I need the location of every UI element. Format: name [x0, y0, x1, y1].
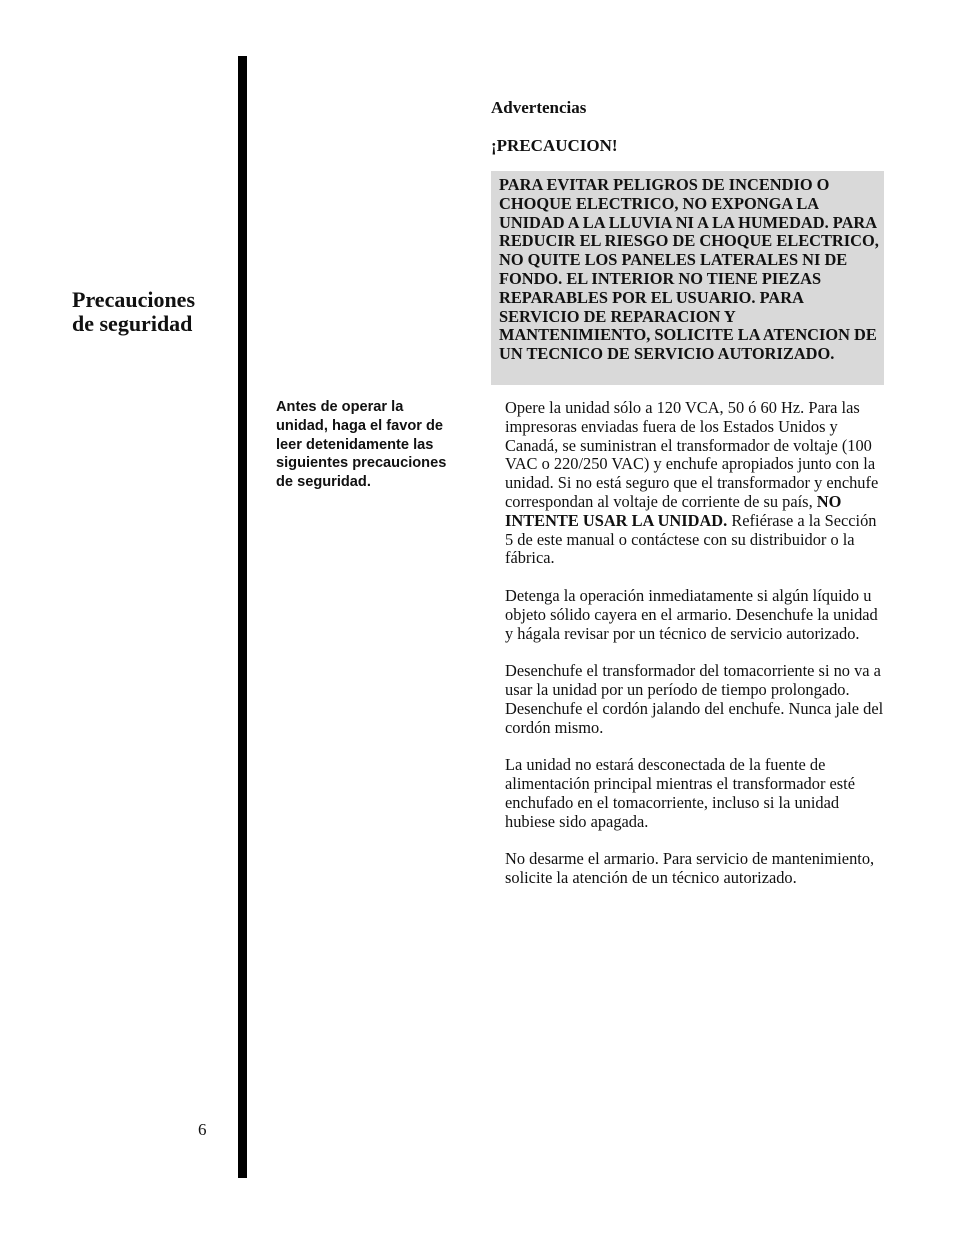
warnings-heading: Advertencias — [491, 98, 587, 117]
paragraph-voltage-end: Refiérase a la Sección 5 de este manual o contáctese con su distribuidor o la fábrica. — [505, 510, 877, 568]
paragraph-cabinet: No desarme el armario. Para servicio de mantenimiento, solicite la atención de un técnico autorizado. — [505, 849, 875, 887]
paragraph-unplug: Desenchufe el transformador del tomacorriente si no va a usar la unidad por un período de tiempo prolongado. Desenchufe el cordón jalando del enchufe. Nunca jale del cordón mismo. — [505, 661, 884, 737]
paragraph-voltage-warning: NO INTENTE USAR LA UNIDAD. — [505, 491, 842, 530]
warning-box: PARA EVITAR PELIGROS DE INCENDIO O CHOQUE ELECTRICO, NO EXPONGA LA UNIDAD A LA LLUVIA NI A LA HUMEDAD. PARA REDUCIR EL RIESGO DE CHOQUE ELECTRICO, NO QUITE LOS PANELES LATERALES NI DE FONDO. EL INTERIOR NO TIENE PIEZAS REPARABLES POR EL USUARIO. PARA SERVICIO DE REPARACION Y MANTENIMIENTO, SOLICITE LA ATENCION DE UN TECNICO DE SERVICIO AUTORIZADO. — [491, 171, 884, 385]
paragraph-voltage — [505, 399, 887, 568]
paragraph-voltage-start: Opere la unidad sólo a 120 VCA, 50 ó 60 Hz. Para las impresoras enviadas fuera de los Estados Unidos y Canadá, se suministran el transformador de voltaje (100 VAC o 220/250 VAC) y enchufe apropiados junto con la unidad. Si no está seguro que el transformador y enchufe correspondan al voltaje de corriente de su país, — [505, 398, 879, 511]
section-title-line-1: Precauciones — [72, 287, 196, 312]
body-text — [505, 399, 887, 907]
vertical-rule — [238, 56, 247, 1178]
side-note: Antes de operar la unidad, haga el favor de leer detenidamente las siguientes precauciones de seguridad. — [276, 399, 447, 491]
paragraph-power-source: La unidad no estará desconectada de la fuente de alimentación principal mientras el transformador esté enchufado en el tomacorriente, incluso si la unidad hubiese sido apagada. — [505, 755, 855, 831]
section-title — [72, 288, 232, 336]
section-title-line-2: de seguridad — [72, 311, 193, 336]
page-number: 6 — [198, 1120, 207, 1139]
paragraph-liquid: Detenga la operación inmediatamente si algún líquido u objeto sólido cayera en el armario. Desenchufe la unidad y hágala revisar por un técnico de servicio autorizado. — [505, 585, 878, 643]
caution-heading: ¡PRECAUCION! — [491, 136, 618, 155]
